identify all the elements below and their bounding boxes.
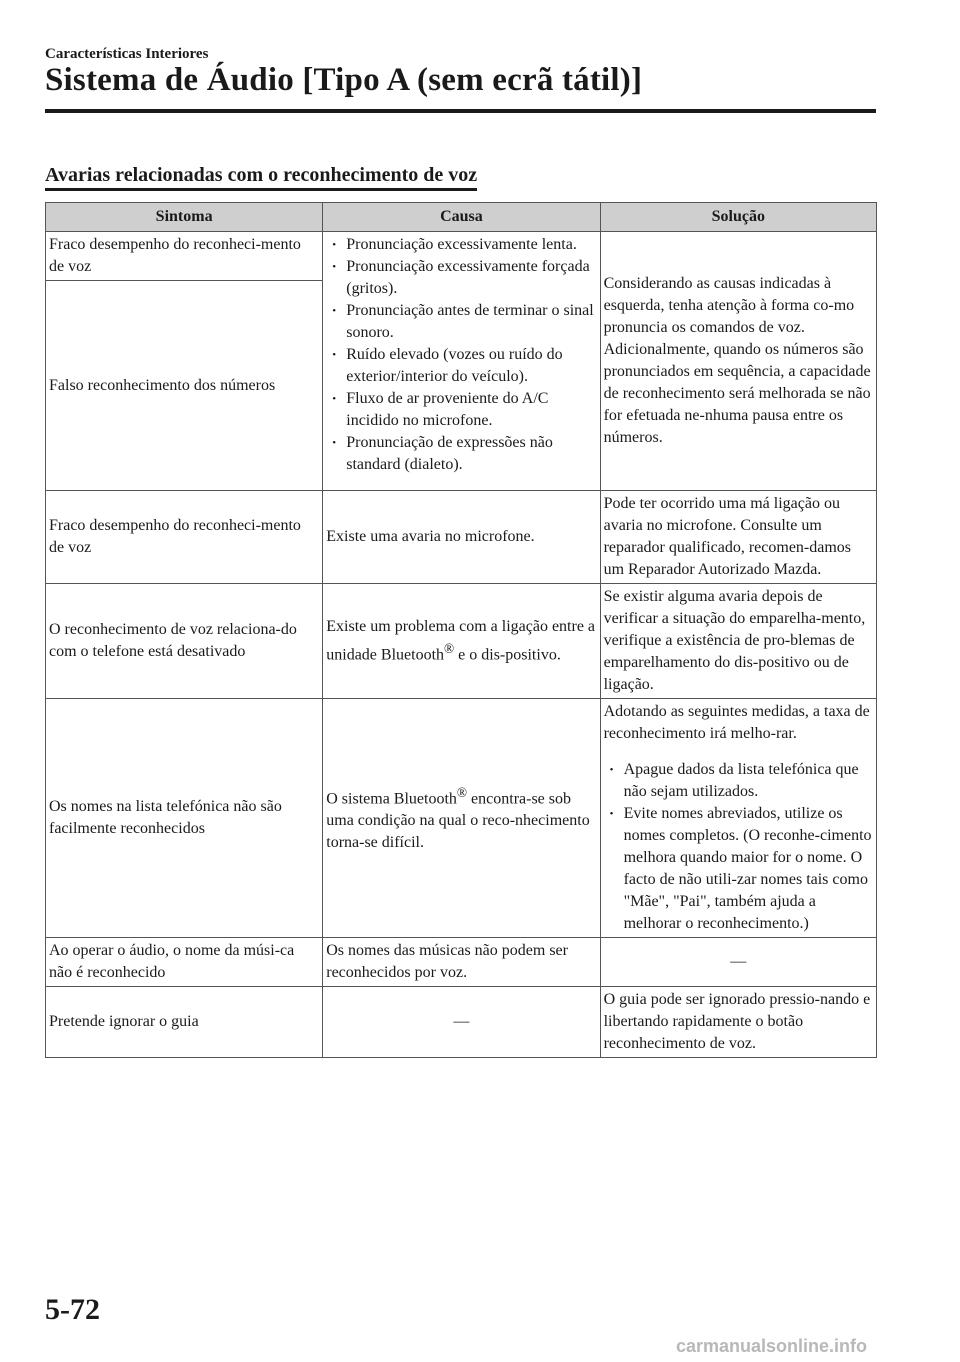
solution-cell [600,699,876,938]
solution-cell: Se existir alguma avaria depois de verificar a situação do emparelha-mento, verifique a existência de pro-blemas de emparelhamento do dis-positivo ou de ligação. [600,584,876,699]
symptom-cell: Fraco desempenho do reconheci-mento de voz [46,232,323,281]
solution-cell: Pode ter ocorrido uma má ligação ou avaria no microfone. Consulte um reparador qualificado, recomen-damos um Reparador Autorizado Mazda. [600,491,876,584]
spacer [604,745,873,759]
cause-cell [323,232,600,491]
cause-text: O sistema Bluetooth [326,790,457,808]
symptom-cell: Pretende ignorar o guia [46,987,323,1058]
cause-text: e o dis-positivo. [454,646,561,664]
symptom-cell: Ao operar o áudio, o nome da músi-ca não é reconhecido [46,938,323,987]
cause-item: • Pronunciação excessivamente lenta. [326,234,596,256]
table-row [46,491,877,584]
table-row [46,232,877,281]
table-row [46,938,877,987]
cause-cell: Existe uma avaria no microfone. [323,491,600,584]
cause-item: • Pronunciação antes de terminar o sinal sonoro. [326,300,596,344]
solution-item: • Evite nomes abreviados, utilize os nomes completos. (O reconhe-cimento melhora quando maior for o nome. O facto de não utili-zar nomes tais como "Mãe", "Pai", também ajuda a melhorar o reconhecimento.) [604,803,873,935]
section-heading: Avarias relacionadas com o reconhecimento de voz [45,163,477,191]
solution-cell: Considerando as causas indicadas à esquerda, tenha atenção à forma co-mo pronuncia os comandos de voz. Adicionalmente, quando os números são pronunciados em sequência, a capacidade de reconhecimento será melhorada se não for efetuada ne-nhuma pausa entre os números. [600,232,876,491]
cause-item: • Pronunciação excessivamente forçada (gritos). [326,256,596,300]
cause-cell: Os nomes das músicas não podem ser reconhecidos por voz. [323,938,600,987]
registered-mark: ® [456,784,468,800]
watermark: carmanualsonline.info [676,1336,868,1356]
symptom-cell: Fraco desempenho do reconheci-mento de voz [46,491,323,584]
symptom-cell: Falso reconhecimento dos números [46,281,323,491]
table-row [46,699,877,938]
symptom-cell: O reconhecimento de voz relaciona-do com o telefone está desativado [46,584,323,699]
cause-item: • Ruído elevado (vozes ou ruído do exterior/interior do veículo). [326,344,596,388]
section-label: Características Interiores [45,46,209,62]
solution-cell: — [600,938,876,987]
column-header-solution: Solução [600,203,876,232]
cause-text: Existe um problema com a ligação entre a unidade Bluetooth [326,617,596,664]
column-header-cause: Causa [323,203,600,232]
cause-cell: — [323,987,600,1058]
table-row [46,987,877,1058]
cause-item: • Pronunciação de expressões não standard (dialeto). [326,432,596,476]
title-rule [45,109,876,113]
cause-text: encontra-se sob uma condição na qual o reco-nhecimento torna-se difícil. [326,790,590,852]
solution-item: • Apague dados da lista telefónica que não sejam utilizados. [604,759,873,803]
table-header-row [46,203,877,232]
solution-cell: O guia pode ser ignorado pressio-nando e libertando rapidamente o botão reconhecimento de voz. [600,987,876,1058]
symptom-cell: Os nomes na lista telefónica não são facilmente reconhecidos [46,699,323,938]
cause-cell [323,584,600,699]
cause-cell [323,699,600,938]
column-header-symptom: Sintoma [46,203,323,232]
page-title: Sistema de Áudio [Tipo A (sem ecrã tátil)] [45,62,643,98]
troubleshooting-table [45,202,877,1058]
solution-intro: Adotando as seguintes medidas, a taxa de reconhecimento irá melho-rar. [603,703,870,742]
page-number: 5-72 [45,1293,100,1326]
solution-list [604,759,873,935]
cause-list [326,234,596,476]
table-row [46,584,877,699]
registered-mark: ® [444,640,455,656]
cause-item: • Fluxo de ar proveniente do A/C incidido no microfone. [326,388,596,432]
